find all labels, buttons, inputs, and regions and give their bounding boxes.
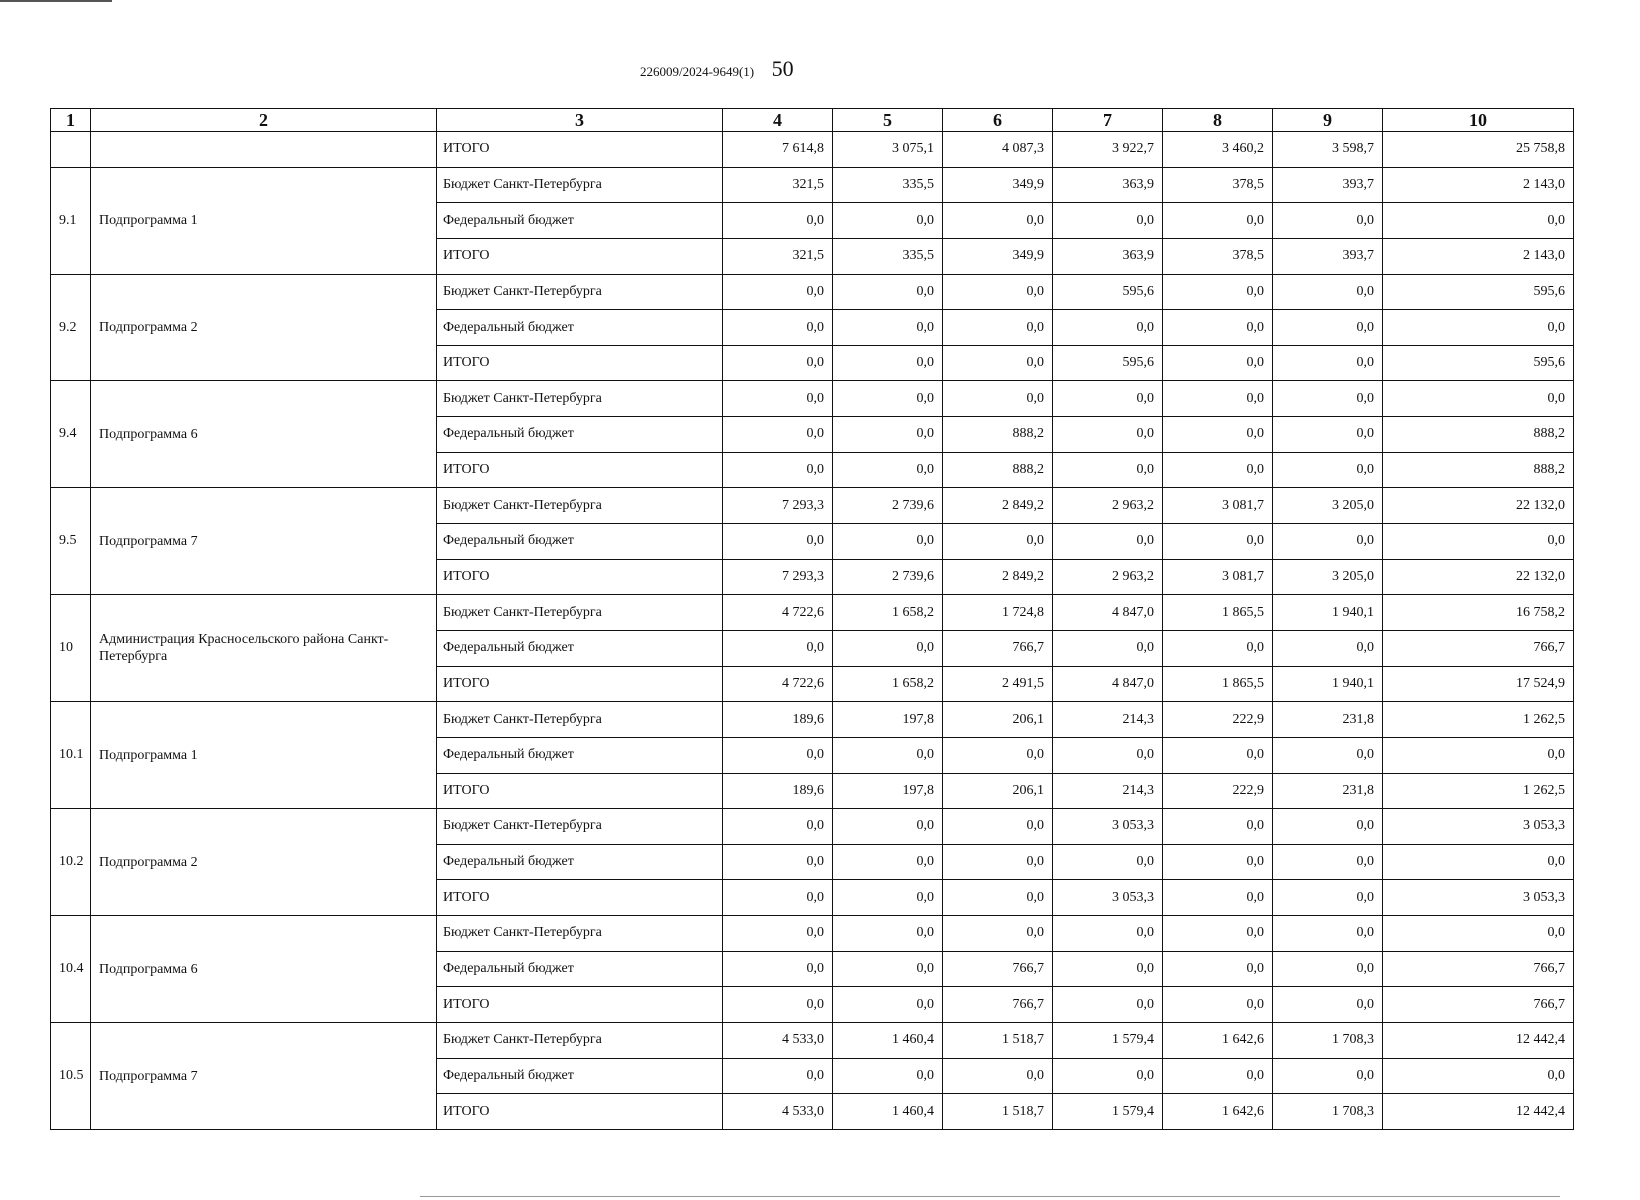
amount-cell: 3 053,3 bbox=[1053, 880, 1163, 916]
amount-cell: 0,0 bbox=[1273, 310, 1383, 346]
item-name-cell: Подпрограмма 7 bbox=[91, 488, 437, 595]
amount-cell: 4 087,3 bbox=[943, 132, 1053, 168]
page-number: 50 bbox=[771, 56, 794, 81]
amount-cell: 0,0 bbox=[833, 524, 943, 560]
amount-cell: 335,5 bbox=[833, 238, 943, 274]
amount-cell: 0,0 bbox=[723, 1058, 833, 1094]
amount-cell: 22 132,0 bbox=[1383, 559, 1574, 595]
amount-cell: 0,0 bbox=[1273, 524, 1383, 560]
funding-source-cell: Бюджет Санкт-Петербурга bbox=[437, 702, 723, 738]
funding-source-cell: ИТОГО bbox=[437, 987, 723, 1023]
amount-cell: 0,0 bbox=[1053, 630, 1163, 666]
funding-source-cell: ИТОГО bbox=[437, 559, 723, 595]
table-row bbox=[51, 809, 1574, 845]
amount-cell: 766,7 bbox=[1383, 630, 1574, 666]
amount-cell: 206,1 bbox=[943, 702, 1053, 738]
amount-cell: 2 739,6 bbox=[833, 559, 943, 595]
amount-cell: 0,0 bbox=[1163, 951, 1273, 987]
amount-cell: 214,3 bbox=[1053, 773, 1163, 809]
column-header: 3 bbox=[437, 109, 723, 132]
amount-cell: 0,0 bbox=[1053, 951, 1163, 987]
item-name-cell: Подпрограмма 2 bbox=[91, 274, 437, 381]
item-code-cell bbox=[51, 132, 91, 168]
item-code-cell: 10.5 bbox=[51, 1023, 91, 1130]
table-row bbox=[51, 274, 1574, 310]
amount-cell: 206,1 bbox=[943, 773, 1053, 809]
amount-cell: 0,0 bbox=[1383, 381, 1574, 417]
amount-cell: 0,0 bbox=[833, 630, 943, 666]
amount-cell: 1 865,5 bbox=[1163, 595, 1273, 631]
funding-source-cell: ИТОГО bbox=[437, 238, 723, 274]
amount-cell: 0,0 bbox=[1273, 345, 1383, 381]
amount-cell: 0,0 bbox=[833, 310, 943, 346]
table-row bbox=[51, 381, 1574, 417]
funding-source-cell: Бюджет Санкт-Петербурга bbox=[437, 488, 723, 524]
amount-cell: 0,0 bbox=[1273, 274, 1383, 310]
amount-cell: 0,0 bbox=[1383, 203, 1574, 239]
amount-cell: 0,0 bbox=[1383, 737, 1574, 773]
amount-cell: 0,0 bbox=[833, 987, 943, 1023]
amount-cell: 0,0 bbox=[833, 452, 943, 488]
amount-cell: 4 722,6 bbox=[723, 595, 833, 631]
funding-source-cell: Федеральный бюджет bbox=[437, 310, 723, 346]
amount-cell: 0,0 bbox=[1273, 880, 1383, 916]
funding-source-cell: Федеральный бюджет bbox=[437, 417, 723, 453]
amount-cell: 0,0 bbox=[1273, 916, 1383, 952]
amount-cell: 363,9 bbox=[1053, 238, 1163, 274]
amount-cell: 0,0 bbox=[723, 203, 833, 239]
item-name-cell: Подпрограмма 6 bbox=[91, 381, 437, 488]
amount-cell: 12 442,4 bbox=[1383, 1023, 1574, 1059]
funding-source-cell: ИТОГО bbox=[437, 880, 723, 916]
amount-cell: 1 642,6 bbox=[1163, 1094, 1273, 1130]
amount-cell: 0,0 bbox=[833, 844, 943, 880]
column-header: 10 bbox=[1383, 109, 1574, 132]
funding-source-cell: Бюджет Санкт-Петербурга bbox=[437, 381, 723, 417]
amount-cell: 766,7 bbox=[943, 987, 1053, 1023]
amount-cell: 1 658,2 bbox=[833, 666, 943, 702]
amount-cell: 4 722,6 bbox=[723, 666, 833, 702]
funding-source-cell: Бюджет Санкт-Петербурга bbox=[437, 809, 723, 845]
amount-cell: 0,0 bbox=[943, 381, 1053, 417]
amount-cell: 0,0 bbox=[1383, 310, 1574, 346]
amount-cell: 595,6 bbox=[1383, 274, 1574, 310]
table-body bbox=[51, 132, 1574, 1130]
item-code-cell: 9.4 bbox=[51, 381, 91, 488]
amount-cell: 0,0 bbox=[943, 524, 1053, 560]
amount-cell: 0,0 bbox=[723, 524, 833, 560]
amount-cell: 0,0 bbox=[1053, 452, 1163, 488]
amount-cell: 0,0 bbox=[833, 880, 943, 916]
amount-cell: 4 847,0 bbox=[1053, 666, 1163, 702]
scan-corner-mark bbox=[0, 0, 112, 2]
amount-cell: 595,6 bbox=[1053, 274, 1163, 310]
amount-cell: 349,9 bbox=[943, 167, 1053, 203]
table-row bbox=[51, 1023, 1574, 1059]
amount-cell: 17 524,9 bbox=[1383, 666, 1574, 702]
amount-cell: 4 847,0 bbox=[1053, 595, 1163, 631]
column-header: 8 bbox=[1163, 109, 1273, 132]
amount-cell: 378,5 bbox=[1163, 238, 1273, 274]
amount-cell: 2 739,6 bbox=[833, 488, 943, 524]
amount-cell: 2 143,0 bbox=[1383, 238, 1574, 274]
amount-cell: 189,6 bbox=[723, 773, 833, 809]
amount-cell: 197,8 bbox=[833, 702, 943, 738]
column-number-row bbox=[51, 109, 1574, 132]
amount-cell: 0,0 bbox=[1053, 417, 1163, 453]
amount-cell: 0,0 bbox=[943, 737, 1053, 773]
amount-cell: 0,0 bbox=[1163, 630, 1273, 666]
funding-source-cell: Федеральный бюджет bbox=[437, 524, 723, 560]
amount-cell: 4 533,0 bbox=[723, 1023, 833, 1059]
bottom-rule bbox=[420, 1196, 1560, 1197]
item-code-cell: 10.1 bbox=[51, 702, 91, 809]
amount-cell: 0,0 bbox=[1273, 452, 1383, 488]
amount-cell: 0,0 bbox=[1163, 1058, 1273, 1094]
funding-source-cell: Бюджет Санкт-Петербурга bbox=[437, 167, 723, 203]
amount-cell: 595,6 bbox=[1383, 345, 1574, 381]
amount-cell: 0,0 bbox=[1053, 524, 1163, 560]
amount-cell: 0,0 bbox=[1273, 809, 1383, 845]
item-code-cell: 9.1 bbox=[51, 167, 91, 274]
amount-cell: 0,0 bbox=[1383, 1058, 1574, 1094]
funding-source-cell: Бюджет Санкт-Петербурга bbox=[437, 1023, 723, 1059]
amount-cell: 1 708,3 bbox=[1273, 1023, 1383, 1059]
amount-cell: 0,0 bbox=[1053, 987, 1163, 1023]
amount-cell: 214,3 bbox=[1053, 702, 1163, 738]
item-code-cell: 9.2 bbox=[51, 274, 91, 381]
amount-cell: 0,0 bbox=[723, 809, 833, 845]
amount-cell: 1 724,8 bbox=[943, 595, 1053, 631]
amount-cell: 0,0 bbox=[723, 916, 833, 952]
amount-cell: 0,0 bbox=[833, 345, 943, 381]
amount-cell: 0,0 bbox=[833, 417, 943, 453]
amount-cell: 1 579,4 bbox=[1053, 1023, 1163, 1059]
column-header: 6 bbox=[943, 109, 1053, 132]
funding-source-cell: Федеральный бюджет bbox=[437, 630, 723, 666]
amount-cell: 1 940,1 bbox=[1273, 666, 1383, 702]
amount-cell: 0,0 bbox=[723, 345, 833, 381]
amount-cell: 25 758,8 bbox=[1383, 132, 1574, 168]
amount-cell: 321,5 bbox=[723, 167, 833, 203]
amount-cell: 1 518,7 bbox=[943, 1094, 1053, 1130]
amount-cell: 0,0 bbox=[943, 310, 1053, 346]
table-row bbox=[51, 595, 1574, 631]
amount-cell: 0,0 bbox=[833, 809, 943, 845]
amount-cell: 1 940,1 bbox=[1273, 595, 1383, 631]
amount-cell: 766,7 bbox=[943, 951, 1053, 987]
amount-cell: 0,0 bbox=[1163, 809, 1273, 845]
amount-cell: 766,7 bbox=[1383, 987, 1574, 1023]
amount-cell: 0,0 bbox=[833, 203, 943, 239]
amount-cell: 0,0 bbox=[943, 844, 1053, 880]
column-header: 7 bbox=[1053, 109, 1163, 132]
amount-cell: 1 579,4 bbox=[1053, 1094, 1163, 1130]
amount-cell: 0,0 bbox=[1163, 880, 1273, 916]
amount-cell: 335,5 bbox=[833, 167, 943, 203]
amount-cell: 1 518,7 bbox=[943, 1023, 1053, 1059]
amount-cell: 0,0 bbox=[1163, 417, 1273, 453]
funding-source-cell: ИТОГО bbox=[437, 1094, 723, 1130]
amount-cell: 888,2 bbox=[1383, 452, 1574, 488]
item-name-cell: Подпрограмма 1 bbox=[91, 167, 437, 274]
amount-cell: 0,0 bbox=[943, 345, 1053, 381]
funding-source-cell: Бюджет Санкт-Петербурга bbox=[437, 916, 723, 952]
table-row bbox=[51, 167, 1574, 203]
funding-source-cell: ИТОГО bbox=[437, 345, 723, 381]
amount-cell: 0,0 bbox=[833, 737, 943, 773]
amount-cell: 222,9 bbox=[1163, 773, 1273, 809]
funding-source-cell: ИТОГО bbox=[437, 132, 723, 168]
amount-cell: 0,0 bbox=[1163, 345, 1273, 381]
amount-cell: 2 963,2 bbox=[1053, 559, 1163, 595]
amount-cell: 0,0 bbox=[1383, 844, 1574, 880]
item-code-cell: 10 bbox=[51, 595, 91, 702]
amount-cell: 0,0 bbox=[723, 381, 833, 417]
item-name-cell bbox=[91, 132, 437, 168]
item-name-cell: Подпрограмма 2 bbox=[91, 809, 437, 916]
amount-cell: 0,0 bbox=[943, 916, 1053, 952]
amount-cell: 231,8 bbox=[1273, 773, 1383, 809]
amount-cell: 0,0 bbox=[1163, 524, 1273, 560]
amount-cell: 7 293,3 bbox=[723, 488, 833, 524]
amount-cell: 0,0 bbox=[943, 809, 1053, 845]
amount-cell: 0,0 bbox=[723, 630, 833, 666]
amount-cell: 1 262,5 bbox=[1383, 773, 1574, 809]
amount-cell: 3 922,7 bbox=[1053, 132, 1163, 168]
amount-cell: 0,0 bbox=[1163, 203, 1273, 239]
amount-cell: 16 758,2 bbox=[1383, 595, 1574, 631]
item-name-cell: Подпрограмма 1 bbox=[91, 702, 437, 809]
amount-cell: 0,0 bbox=[1053, 203, 1163, 239]
amount-cell: 0,0 bbox=[1053, 1058, 1163, 1094]
amount-cell: 2 963,2 bbox=[1053, 488, 1163, 524]
table-row bbox=[51, 132, 1574, 168]
amount-cell: 0,0 bbox=[1383, 524, 1574, 560]
funding-source-cell: ИТОГО bbox=[437, 773, 723, 809]
amount-cell: 0,0 bbox=[723, 880, 833, 916]
amount-cell: 3 075,1 bbox=[833, 132, 943, 168]
amount-cell: 0,0 bbox=[723, 951, 833, 987]
amount-cell: 2 849,2 bbox=[943, 488, 1053, 524]
amount-cell: 0,0 bbox=[723, 987, 833, 1023]
amount-cell: 0,0 bbox=[833, 951, 943, 987]
table-row bbox=[51, 488, 1574, 524]
amount-cell: 1 262,5 bbox=[1383, 702, 1574, 738]
amount-cell: 0,0 bbox=[1273, 203, 1383, 239]
amount-cell: 3 205,0 bbox=[1273, 488, 1383, 524]
amount-cell: 3 053,3 bbox=[1383, 880, 1574, 916]
amount-cell: 231,8 bbox=[1273, 702, 1383, 738]
amount-cell: 0,0 bbox=[1163, 737, 1273, 773]
amount-cell: 0,0 bbox=[833, 1058, 943, 1094]
amount-cell: 0,0 bbox=[723, 274, 833, 310]
amount-cell: 1 460,4 bbox=[833, 1094, 943, 1130]
amount-cell: 0,0 bbox=[1383, 916, 1574, 952]
amount-cell: 766,7 bbox=[943, 630, 1053, 666]
amount-cell: 3 598,7 bbox=[1273, 132, 1383, 168]
amount-cell: 222,9 bbox=[1163, 702, 1273, 738]
amount-cell: 0,0 bbox=[723, 844, 833, 880]
amount-cell: 595,6 bbox=[1053, 345, 1163, 381]
amount-cell: 0,0 bbox=[723, 417, 833, 453]
amount-cell: 0,0 bbox=[1273, 381, 1383, 417]
amount-cell: 0,0 bbox=[943, 1058, 1053, 1094]
amount-cell: 0,0 bbox=[1273, 737, 1383, 773]
amount-cell: 349,9 bbox=[943, 238, 1053, 274]
amount-cell: 0,0 bbox=[1163, 987, 1273, 1023]
amount-cell: 3 081,7 bbox=[1163, 559, 1273, 595]
amount-cell: 0,0 bbox=[943, 203, 1053, 239]
amount-cell: 4 533,0 bbox=[723, 1094, 833, 1130]
amount-cell: 0,0 bbox=[1273, 844, 1383, 880]
amount-cell: 0,0 bbox=[723, 310, 833, 346]
amount-cell: 766,7 bbox=[1383, 951, 1574, 987]
amount-cell: 0,0 bbox=[1053, 737, 1163, 773]
amount-cell: 393,7 bbox=[1273, 167, 1383, 203]
amount-cell: 0,0 bbox=[1163, 452, 1273, 488]
amount-cell: 3 081,7 bbox=[1163, 488, 1273, 524]
funding-source-cell: Федеральный бюджет bbox=[437, 737, 723, 773]
amount-cell: 189,6 bbox=[723, 702, 833, 738]
amount-cell: 363,9 bbox=[1053, 167, 1163, 203]
amount-cell: 0,0 bbox=[833, 381, 943, 417]
column-header: 1 bbox=[51, 109, 91, 132]
amount-cell: 1 460,4 bbox=[833, 1023, 943, 1059]
item-name-cell: Администрация Красносельского района Санкт-Петербурга bbox=[91, 595, 437, 702]
amount-cell: 0,0 bbox=[1273, 987, 1383, 1023]
funding-source-cell: Бюджет Санкт-Петербурга bbox=[437, 274, 723, 310]
item-code-cell: 9.5 bbox=[51, 488, 91, 595]
amount-cell: 378,5 bbox=[1163, 167, 1273, 203]
amount-cell: 7 293,3 bbox=[723, 559, 833, 595]
funding-source-cell: ИТОГО bbox=[437, 452, 723, 488]
funding-source-cell: Федеральный бюджет bbox=[437, 1058, 723, 1094]
amount-cell: 0,0 bbox=[1273, 951, 1383, 987]
amount-cell: 2 849,2 bbox=[943, 559, 1053, 595]
amount-cell: 3 053,3 bbox=[1053, 809, 1163, 845]
amount-cell: 0,0 bbox=[1163, 381, 1273, 417]
column-header: 4 bbox=[723, 109, 833, 132]
amount-cell: 197,8 bbox=[833, 773, 943, 809]
amount-cell: 0,0 bbox=[1163, 274, 1273, 310]
amount-cell: 12 442,4 bbox=[1383, 1094, 1574, 1130]
amount-cell: 0,0 bbox=[723, 452, 833, 488]
amount-cell: 888,2 bbox=[943, 417, 1053, 453]
amount-cell: 1 658,2 bbox=[833, 595, 943, 631]
amount-cell: 1 708,3 bbox=[1273, 1094, 1383, 1130]
item-code-cell: 10.2 bbox=[51, 809, 91, 916]
item-code-cell: 10.4 bbox=[51, 916, 91, 1023]
amount-cell: 0,0 bbox=[723, 737, 833, 773]
amount-cell: 0,0 bbox=[943, 274, 1053, 310]
amount-cell: 3 460,2 bbox=[1163, 132, 1273, 168]
document-number: 226009/2024-9649(1) bbox=[640, 64, 755, 79]
amount-cell: 0,0 bbox=[1163, 844, 1273, 880]
amount-cell: 3 205,0 bbox=[1273, 559, 1383, 595]
amount-cell: 2 143,0 bbox=[1383, 167, 1574, 203]
amount-cell: 1 865,5 bbox=[1163, 666, 1273, 702]
amount-cell: 888,2 bbox=[1383, 417, 1574, 453]
table-row bbox=[51, 702, 1574, 738]
amount-cell: 0,0 bbox=[1053, 310, 1163, 346]
amount-cell: 0,0 bbox=[1163, 916, 1273, 952]
amount-cell: 22 132,0 bbox=[1383, 488, 1574, 524]
amount-cell: 0,0 bbox=[1053, 916, 1163, 952]
amount-cell: 0,0 bbox=[1273, 630, 1383, 666]
funding-source-cell: Бюджет Санкт-Петербурга bbox=[437, 595, 723, 631]
amount-cell: 0,0 bbox=[1273, 1058, 1383, 1094]
amount-cell: 3 053,3 bbox=[1383, 809, 1574, 845]
amount-cell: 7 614,8 bbox=[723, 132, 833, 168]
page-header bbox=[640, 56, 794, 82]
amount-cell: 0,0 bbox=[1273, 417, 1383, 453]
amount-cell: 0,0 bbox=[833, 274, 943, 310]
funding-source-cell: Федеральный бюджет bbox=[437, 844, 723, 880]
funding-source-cell: ИТОГО bbox=[437, 666, 723, 702]
funding-source-cell: Федеральный бюджет bbox=[437, 951, 723, 987]
budget-table bbox=[50, 108, 1574, 1130]
funding-source-cell: Федеральный бюджет bbox=[437, 203, 723, 239]
amount-cell: 0,0 bbox=[1163, 310, 1273, 346]
amount-cell: 0,0 bbox=[943, 880, 1053, 916]
column-header: 2 bbox=[91, 109, 437, 132]
amount-cell: 888,2 bbox=[943, 452, 1053, 488]
amount-cell: 0,0 bbox=[833, 916, 943, 952]
amount-cell: 2 491,5 bbox=[943, 666, 1053, 702]
amount-cell: 1 642,6 bbox=[1163, 1023, 1273, 1059]
item-name-cell: Подпрограмма 7 bbox=[91, 1023, 437, 1130]
amount-cell: 393,7 bbox=[1273, 238, 1383, 274]
column-header: 9 bbox=[1273, 109, 1383, 132]
amount-cell: 0,0 bbox=[1053, 381, 1163, 417]
amount-cell: 0,0 bbox=[1053, 844, 1163, 880]
table-row bbox=[51, 916, 1574, 952]
item-name-cell: Подпрограмма 6 bbox=[91, 916, 437, 1023]
amount-cell: 321,5 bbox=[723, 238, 833, 274]
column-header: 5 bbox=[833, 109, 943, 132]
